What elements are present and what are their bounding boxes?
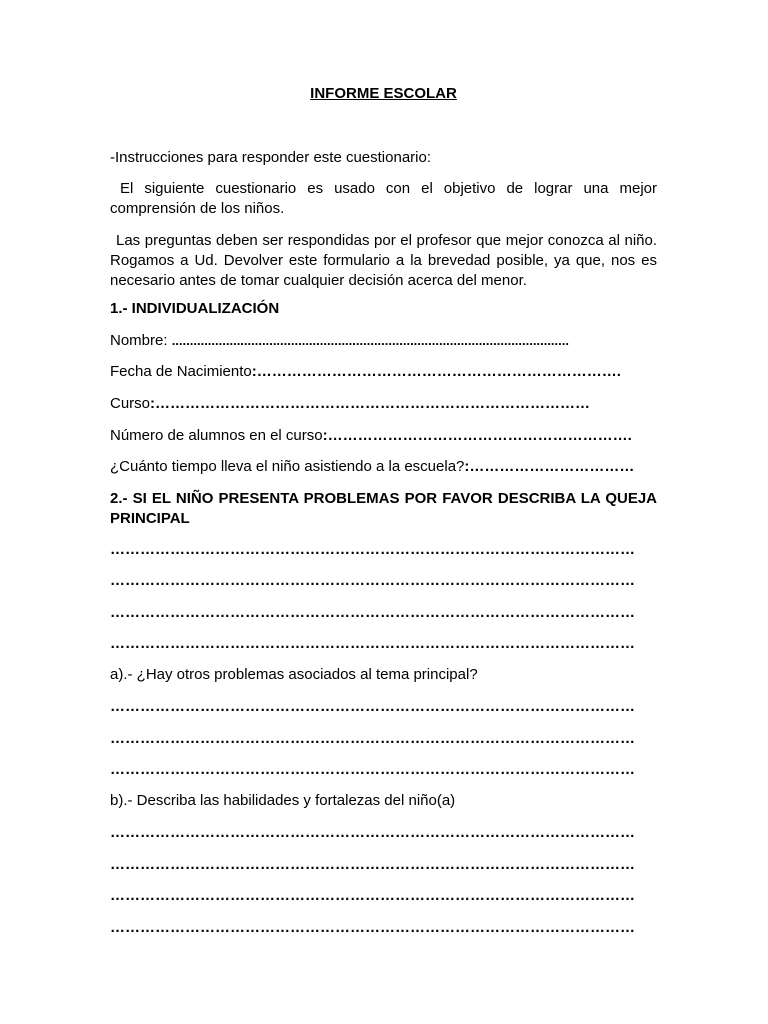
field-numero-alumnos-label: Número de alumnos en el curso xyxy=(110,427,323,444)
field-tiempo-escuela-label: ¿Cuánto tiempo lleva el niño asistiendo a la escuela? xyxy=(110,458,465,475)
field-fecha-nacimiento-label: Fecha de Nacimiento xyxy=(110,363,252,380)
answer-b-line[interactable]: …………………………………………………………………………………………… xyxy=(110,887,635,904)
field-nombre-label: Nombre: xyxy=(110,332,172,349)
question-a: a).- ¿Hay otros problemas asociados al tema principal? xyxy=(110,666,478,683)
answer-line[interactable]: …………………………………………………………………………………………… xyxy=(110,541,635,558)
paragraph-instructions: Las preguntas deben ser respondidas por el profesor que mejor conozca al niño. Rogamos a Ud. Devolver este formulario a la brevedad posible, ya que, nos es necesario antes de tomar cualquier decisión acerca del menor. xyxy=(110,232,657,289)
answer-b-line[interactable]: …………………………………………………………………………………………… xyxy=(110,856,635,873)
field-tiempo-escuela-dots: :…………………………… xyxy=(464,458,635,475)
section-1-heading: 1.- INDIVIDUALIZACIÓN xyxy=(110,300,280,317)
answer-a-line[interactable]: …………………………………………………………………………………………… xyxy=(110,698,635,715)
field-tiempo-escuela[interactable] xyxy=(110,457,657,477)
answer-b-line[interactable]: …………………………………………………………………………………………… xyxy=(110,824,635,841)
field-curso[interactable] xyxy=(110,394,657,414)
field-numero-alumnos[interactable] xyxy=(110,426,657,446)
field-fecha-nacimiento-dots: :………………………………………………………………. xyxy=(251,363,621,380)
answer-a-line[interactable]: …………………………………………………………………………………………… xyxy=(110,730,635,747)
field-curso-label: Curso xyxy=(110,395,151,412)
section-2-heading: 2.- SI EL NIÑO PRESENTA PROBLEMAS POR FAVOR DESCRIBA LA QUEJA PRINCIPAL xyxy=(110,490,657,527)
answer-line[interactable]: …………………………………………………………………………………………… xyxy=(110,604,635,621)
field-curso-dots: :…………………………………………………………………………… xyxy=(150,395,591,412)
instructions-heading: -Instrucciones para responder este cuestionario: xyxy=(110,149,432,166)
answer-b-line[interactable]: …………………………………………………………………………………………… xyxy=(110,919,635,936)
field-numero-alumnos-dots: :……………………………………………………. xyxy=(322,427,632,444)
answer-a-line[interactable]: …………………………………………………………………………………………… xyxy=(110,761,635,778)
field-nombre[interactable] xyxy=(110,331,657,351)
question-b: b).- Describa las habilidades y fortalezas del niño(a) xyxy=(110,792,456,809)
paragraph-objective: El siguiente cuestionario es usado con el objetivo de lograr una mejor comprensión de los niños. xyxy=(110,180,657,217)
document-title: INFORME ESCOLAR xyxy=(310,85,457,102)
field-fecha-nacimiento[interactable] xyxy=(110,362,657,382)
answer-line[interactable]: …………………………………………………………………………………………… xyxy=(110,572,635,589)
answer-line[interactable]: …………………………………………………………………………………………… xyxy=(110,635,635,652)
field-nombre-dots: .............................................................................................................. xyxy=(171,333,569,348)
